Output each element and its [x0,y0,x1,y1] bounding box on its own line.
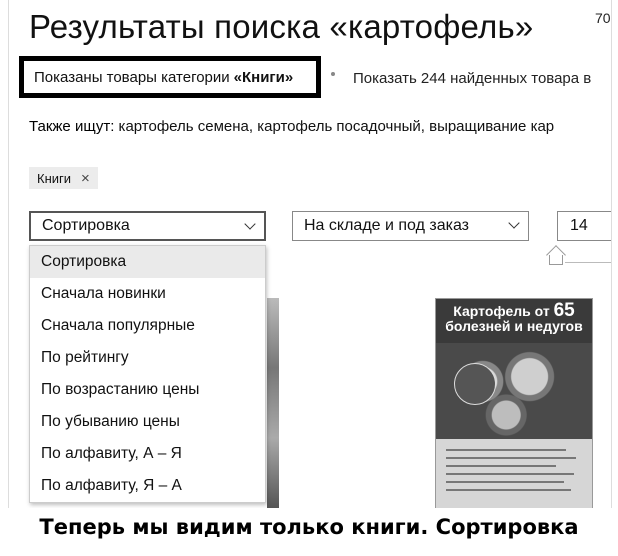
also-search-label: Также ищут: [29,118,115,135]
book-badge [454,363,496,405]
book-text-area [436,439,592,508]
also-search-items[interactable]: картофель семена, картофель посадочный, выращивание кар [118,118,555,135]
book-title-band [436,299,592,343]
chevron-down-icon [508,217,519,228]
sort-option-price-asc[interactable]: По возрастанию цены [41,381,200,398]
separator-dot [331,72,335,76]
show-all-results-link[interactable]: Показать 244 найденных товара в [353,70,592,87]
caption: Теперь мы видим только книги. Сортировка [39,515,579,539]
slider-track[interactable] [565,262,612,263]
book-title-from: от [534,303,550,319]
book-title-line2: болезней и недугов [445,318,583,334]
book-text-line [446,449,566,451]
sort-option-price-desc[interactable]: По убыванию цены [41,413,180,430]
book-cover[interactable] [435,298,593,508]
also-search [29,118,554,135]
sort-option-newest[interactable]: Сначала новинки [41,285,166,302]
sort-option-rating[interactable]: По рейтингу [41,349,129,366]
chevron-down-icon [244,218,255,229]
stock-select[interactable] [292,211,529,241]
book-text-line [446,481,564,483]
close-icon[interactable]: × [81,169,90,187]
sort-option-alpha-za[interactable]: По алфавиту, Я – А [41,477,182,494]
book-text-line [446,489,571,491]
screenshot-frame [8,0,612,508]
sort-select-value: Сортировка [42,217,130,234]
per-page-value: 14 [570,217,588,234]
corner-number: 70 [595,10,611,26]
category-notice-prefix: Показаны товары категории [34,68,230,86]
book-text-line [446,457,576,459]
sort-option-default[interactable]: Сортировка [30,246,265,278]
product-image-partial [267,298,279,508]
book-text-line [446,465,556,467]
category-notice [19,56,321,98]
filter-tag-books [29,167,98,189]
slider-handle-base[interactable] [549,255,563,265]
page-title: Результаты поиска «картофель» [29,8,534,45]
per-page-input[interactable] [557,211,612,241]
book-text-line [446,473,574,475]
sort-select[interactable] [29,211,266,241]
stock-select-value: На складе и под заказ [304,217,470,234]
book-title-line1: Картофель [453,303,531,319]
sort-option-popular[interactable]: Сначала популярные [41,317,195,334]
book-title-number: 65 [553,300,575,321]
sort-dropdown-menu [29,245,266,503]
category-notice-category[interactable]: «Книги» [233,68,294,86]
filter-tag-label: Книги [37,170,72,186]
sort-option-alpha-az[interactable]: По алфавиту, А – Я [41,445,182,462]
